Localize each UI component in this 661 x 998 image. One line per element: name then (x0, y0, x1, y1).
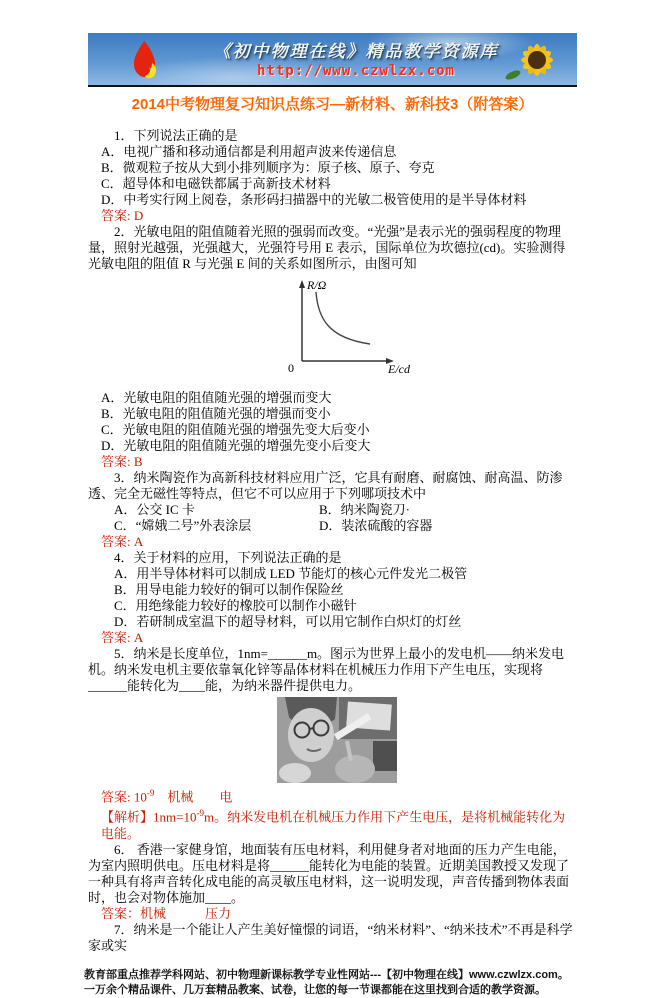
question-5-stem: 5．纳米是长度单位，1nm=______m。图示为世界上最小的发电机——纳米发电机。纳米发电机主要依靠氧化锌等晶体材料在机械压力作用下产生电压，实现将______能转化为____能，为纳米器件提供电力。 (88, 646, 565, 693)
answer-text-part: 机械 电 (154, 789, 233, 805)
question-3-option-d: D．装浓硫酸的容器 (319, 518, 433, 533)
sunflower-icon (499, 33, 571, 87)
question-3-options-row-1 (88, 502, 577, 518)
exam-content (84, 128, 577, 998)
question-1-option-b: B．微观粒子按从大到小排列顺序为：原子核、原子、夸克 (101, 160, 435, 175)
question-3-options-row-2 (88, 518, 577, 534)
graph-x-axis-label: E/cd (388, 362, 410, 376)
question-4-option-b: B．用导电能力较好的铜可以制作保险丝 (114, 582, 344, 597)
answer-exponent: -9 (146, 788, 155, 798)
analysis-text-part: m。纳米发电机在机械压力作用下产生电压，是将机械能转化为电能。 (101, 809, 566, 841)
question-3-stem: 3．纳米陶瓷作为高新科技材料应用广泛，它具有耐磨、耐腐蚀、耐高温、防渗透、完全无磁性等特点，但它不可以应用于下列哪项技术中 (88, 470, 563, 501)
nano-generator-photo (277, 697, 397, 783)
banner-text-block (206, 37, 506, 79)
question-2-option-b: B．光敏电阻的阻值随光强的增强而变小 (101, 406, 331, 421)
question-2-answer: 答案: B (101, 454, 143, 469)
analysis-text-part: 【解析】1nm=10 (101, 809, 197, 825)
question-5-analysis (88, 805, 577, 841)
question-3-option-a: A．公交 IC 卡 (114, 502, 195, 517)
graph-origin-label: 0 (288, 361, 294, 375)
question-1-option-a: A．电视广播和移动通信都是利用超声波来传递信息 (101, 144, 397, 159)
banner-site-url: http://www.czwlzx.com (256, 63, 455, 79)
graph-y-axis-label: R/Ω (307, 278, 327, 292)
question-1-option-c: C．超导体和电磁铁都属于高新技术材料 (101, 176, 331, 191)
question-2-option-c: C．光敏电阻的阻值随光强的增强先变大后变小 (101, 422, 370, 437)
banner-site-name: 《初中物理在线》精品教学资源库 (213, 42, 499, 61)
question-6-stem: 6． 香港一家健身馆，地面装有压电材料，利用健身者对地面的压力产生电能，为室内照明供电。压电材料是将______能转化为电能的装置。近期美国教授又发现了一种具有将声音转化成电能的高灵敏压电材料，这一说明发现，声音传播到物体表面时，也会对物体施加____。 (88, 841, 570, 905)
question-3-answer: 答案: A (101, 534, 144, 549)
question-4-stem: 4．关于材料的应用，下列说法正确的是 (114, 550, 342, 565)
question-1-option-d: D．中考实行网上阅卷，条形码扫描器中的光敏二极管使用的是半导体材料 (101, 192, 527, 207)
analysis-exponent: -9 (196, 808, 204, 819)
question-7-stem: 7．纳米是一个能让人产生美好憧憬的词语，“纳米材料”、“纳米技术”不再是科学家或实 (88, 921, 573, 953)
question-6-answer: 答案：机械 压力 (101, 905, 232, 921)
footer-promo-text: 教育部重点推荐学科网站、初中物理新课标教学专业性网站---【初中物理在线】www.czwlzx.com。 一万余个精品课件、几万套精品教案、试卷，让您的每一节课都能在这里找到合适的教学资源。 (84, 968, 569, 996)
question-3-option-b: B．纳米陶瓷刀· (319, 502, 411, 517)
site-banner (88, 33, 577, 87)
question-1-answer: 答案: D (101, 208, 144, 223)
question-3-option-c: C．“嫦娥二号”外表涂层 (114, 518, 252, 533)
question-2-stem: 2．光敏电阻的阻值随着光照的强弱而改变。“光强”是表示光的强弱程度的物理量，照射光越强，光强越大，光强符号用 E 表示，国际单位为坎德拉(cd)。实验测得光敏电阻的阻值 R 与光强 E 间的关系如图所示，由图可知 (88, 224, 566, 271)
question-4-answer: 答案: A (101, 630, 144, 645)
answer-text-part: 答案: 10 (101, 789, 147, 805)
question-1-stem: 1．下列说法正确的是 (114, 128, 238, 143)
flame-logo-icon (130, 40, 164, 87)
resistance-vs-light-graph (278, 276, 413, 380)
question-2-option-a: A．光敏电阻的阻值随光强的增强而变大 (101, 390, 332, 405)
question-4-option-a: A．用半导体材料可以制成 LED 节能灯的核心元件发光二极管 (114, 566, 468, 581)
question-4-option-c: C．用绝缘能力较好的橡胶可以制作小磁针 (114, 598, 357, 613)
question-2-option-d: D．光敏电阻的阻值随光强的增强先变小后变大 (101, 438, 371, 453)
question-4-option-d: D．若研制成室温下的超导材料，可以用它制作白炽灯的灯丝 (114, 614, 462, 629)
page-title: 2014中考物理复习知识点练习—新材料、新科技3（附答案） (131, 96, 534, 113)
question-5-answer (88, 785, 577, 805)
